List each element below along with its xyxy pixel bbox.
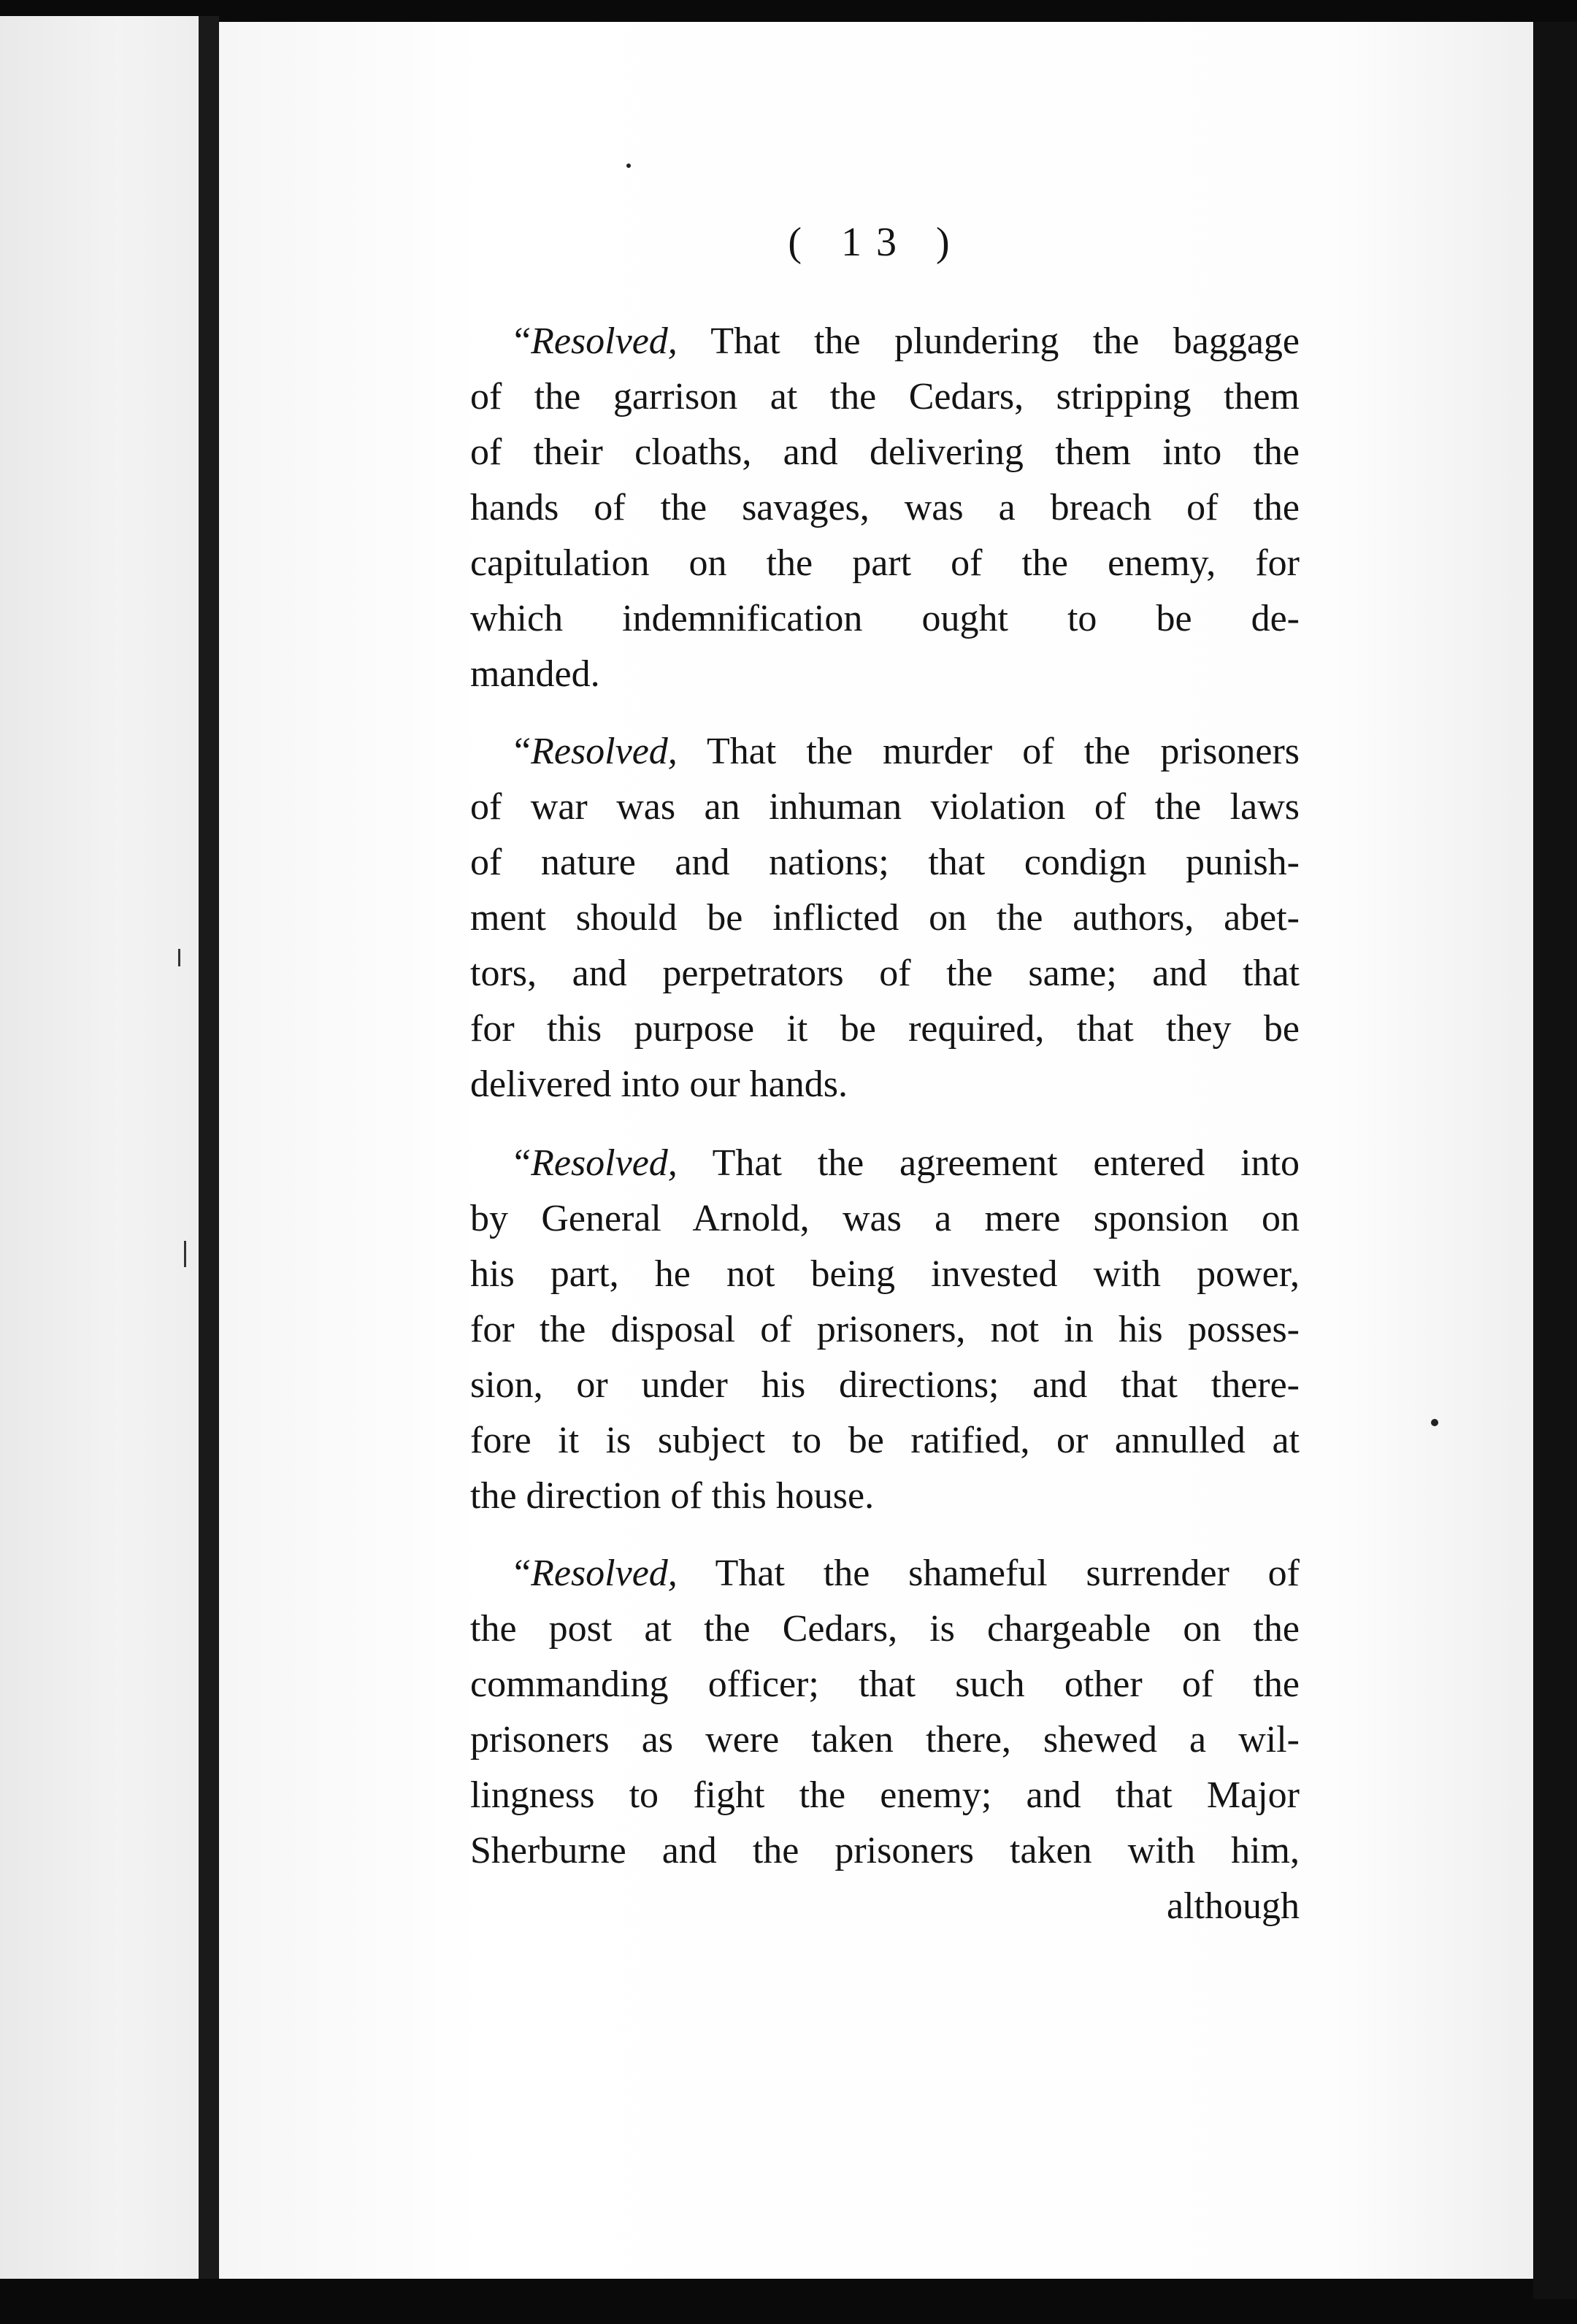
text-line: the direction of this house. — [470, 1475, 875, 1517]
text-line: tors, and perpetrators of the same; and that — [470, 953, 1300, 994]
text-line: delivered into our hands. — [470, 1063, 848, 1105]
text-line — [470, 724, 1300, 780]
ink-speck — [626, 163, 631, 168]
line-text: That the murder of the prisoners — [677, 731, 1300, 772]
resolution-paragraph — [470, 1546, 1300, 1879]
open-quote: “ — [514, 320, 532, 362]
text-line: which indemnification ought to be de- — [470, 598, 1300, 639]
book-gutter — [199, 16, 219, 2279]
text-line: of war was an inhuman violation of the laws — [470, 786, 1300, 828]
resolution-paragraph — [470, 1136, 1300, 1524]
text-line: lingness to fight the enemy; and that Major — [470, 1774, 1300, 1816]
catchword-text: although — [1167, 1885, 1300, 1927]
text-line: of the garrison at the Cedars, stripping them — [470, 376, 1300, 418]
text-line: capitulation on the part of the enemy, for — [470, 542, 1300, 584]
right-page-edge — [1533, 22, 1577, 2299]
resolved-keyword: Resolved, — [531, 320, 678, 362]
text-line: ment should be inflicted on the authors, abet- — [470, 897, 1300, 939]
left-page-edge — [0, 16, 199, 2279]
resolution-paragraph — [470, 724, 1300, 1112]
text-line: of their cloaths, and delivering them into the — [470, 431, 1300, 473]
text-line: the post at the Cedars, is chargeable on the — [470, 1608, 1300, 1650]
text-line: of nature and nations; that condign punish- — [470, 842, 1300, 883]
page-number: ( 13 ) — [788, 220, 964, 265]
margin-mark — [184, 1241, 186, 1267]
open-quote: “ — [514, 1142, 532, 1184]
resolved-keyword: Resolved, — [531, 1552, 678, 1594]
text-line: prisoners as were taken there, shewed a wil- — [470, 1719, 1300, 1761]
line-text: That the agreement entered into — [677, 1142, 1300, 1184]
text-line: fore it is subject to be ratified, or annulled at — [470, 1420, 1300, 1461]
text-line — [470, 1546, 1300, 1601]
text-line: hands of the savages, was a breach of the — [470, 487, 1300, 528]
text-line — [470, 1136, 1300, 1191]
text-line: commanding officer; that such other of the — [470, 1663, 1300, 1705]
text-line: manded. — [470, 653, 600, 695]
resolution-paragraph — [470, 314, 1300, 702]
text-line: for the disposal of prisoners, not in his posses- — [470, 1309, 1300, 1350]
text-line — [470, 314, 1300, 369]
resolved-keyword: Resolved, — [531, 1142, 678, 1184]
text-line: his part, he not being invested with power, — [470, 1253, 1300, 1295]
open-quote: “ — [514, 731, 532, 772]
line-text: That the shameful surrender of — [677, 1552, 1300, 1594]
ink-speck — [1431, 1419, 1438, 1426]
line-text: That the plundering the baggage — [677, 320, 1300, 362]
text-line: sion, or under his directions; and that there- — [470, 1364, 1300, 1406]
open-quote: “ — [514, 1552, 532, 1594]
margin-mark — [178, 949, 180, 966]
text-line: Sherburne and the prisoners taken with him, — [470, 1830, 1300, 1871]
catchword — [470, 1879, 1300, 1934]
text-line: for this purpose it be required, that they be — [470, 1008, 1300, 1050]
text-line: by General Arnold, was a mere sponsion on — [470, 1198, 1300, 1239]
resolved-keyword: Resolved, — [531, 731, 678, 772]
